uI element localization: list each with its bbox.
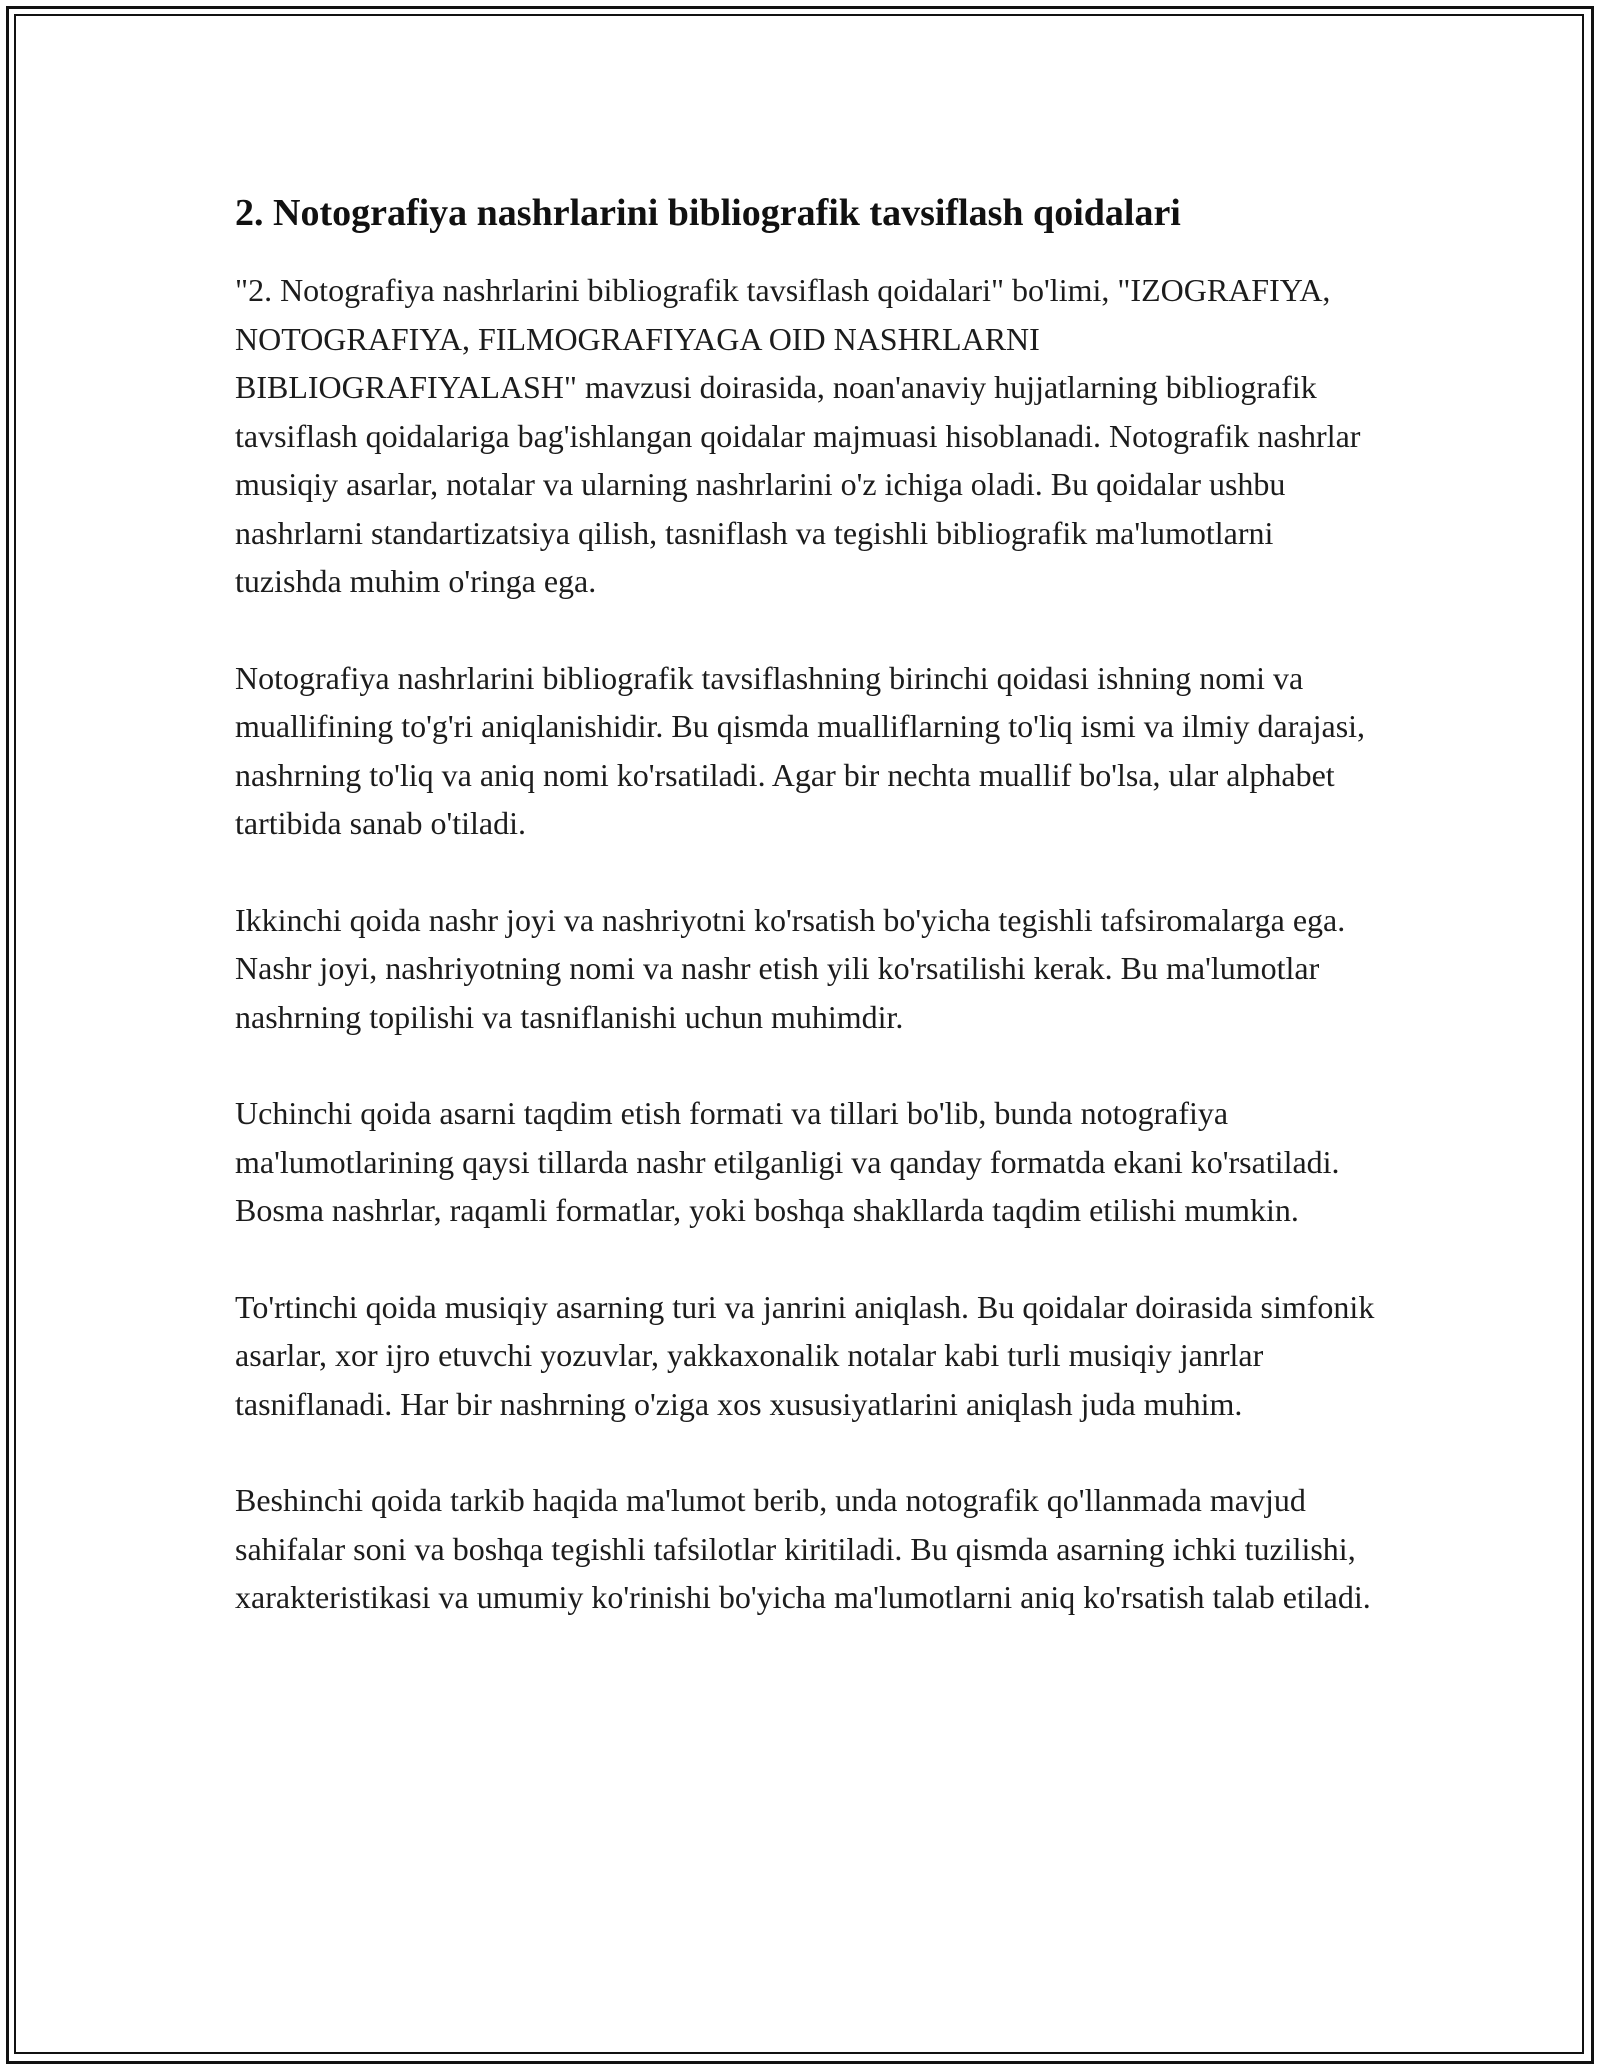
intro-paragraph: "2. Notografiya nashrlarini bibliografik tavsiflash qoidalari" bo'limi, "IZOGRAFIYA, NOTOGRAFIYA, FILMOGRAFIYAGA OID NASHRLARNI BIBLIOGRAFIYALASH" mavzusi doirasida, noan'anaviy hujjatlarning bibliografik tavsiflash qoidalariga bag'ishlangan qoidalar majmuasi hisoblanadi. Notografik nashrlar musiqiy asarlar, notalar va ularning nashrlarini o'z ichiga oladi. Bu qoidalar ushbu nashrlarni standartizatsiya qilish, tasniflash va tegishli bibliografik ma'lumotlarni tuzishda muhim o'ringa ega.	[235, 272, 1361, 599]
first-rule-paragraph: Notografiya nashrlarini bibliografik tavsiflashning birinchi qoidasi ishning nomi va muallifining to'g'ri aniqlanishidir. Bu qismda mualliflarning to'liq ismi va ilmiy darajasi, nashrning to'liq va aniq nomi ko'rsatiladi. Agar bir nechta muallif bo'lsa, ular alphabet tartibida sanab o'tiladi.	[235, 659, 1366, 841]
document-title: 2. Notografiya nashrlarini bibliografik tavsiflash qoidalari	[235, 192, 1181, 234]
third-rule-paragraph: Uchinchi qoida asarni taqdim etish formati va tillari bo'lib, bunda notografiya ma'lumotlarining qaysi tillarda nashr etilganligi va qanday formatda ekani ko'rsatiladi. Bosma nashrlar, raqamli formatlar, yoki boshqa shakllarda taqdim etilishi mumkin.	[235, 1095, 1340, 1228]
fourth-rule-paragraph: To'rtinchi qoida musiqiy asarning turi va janrini aniqlash. Bu qoidalar doirasida simfonik asarlar, xor ijro etuvchi yozuvlar, yakkaxonalik notalar kabi turli musiqiy janrlar tasniflanadi. Har bir nashrning o'ziga xos xususiyatlarini aniqlash juda muhim.	[235, 1288, 1375, 1422]
document-body	[235, 188, 1375, 1670]
second-rule-paragraph: Ikkinchi qoida nashr joyi va nashriyotni ko'rsatish bo'yicha tegishli tafsiromalarga ega. Nashr joyi, nashriyotning nomi va nashr etish yili ko'rsatilishi kerak. Bu ma'lumotlar nashrning topilishi va tasniflanishi uchun muhimdir.	[235, 901, 1346, 1035]
fifth-rule-paragraph: Beshinchi qoida tarkib haqida ma'lumot berib, unda notografik qo'llanmada mavjud sahifalar soni va boshqa tegishli tafsilotlar kiritiladi. Bu qismda asarning ichki tuzilishi, xarakteristikasi va umumiy ko'rinishi bo'yicha ma'lumotlarni aniq ko'rsatish talab etiladi.	[235, 1482, 1371, 1615]
